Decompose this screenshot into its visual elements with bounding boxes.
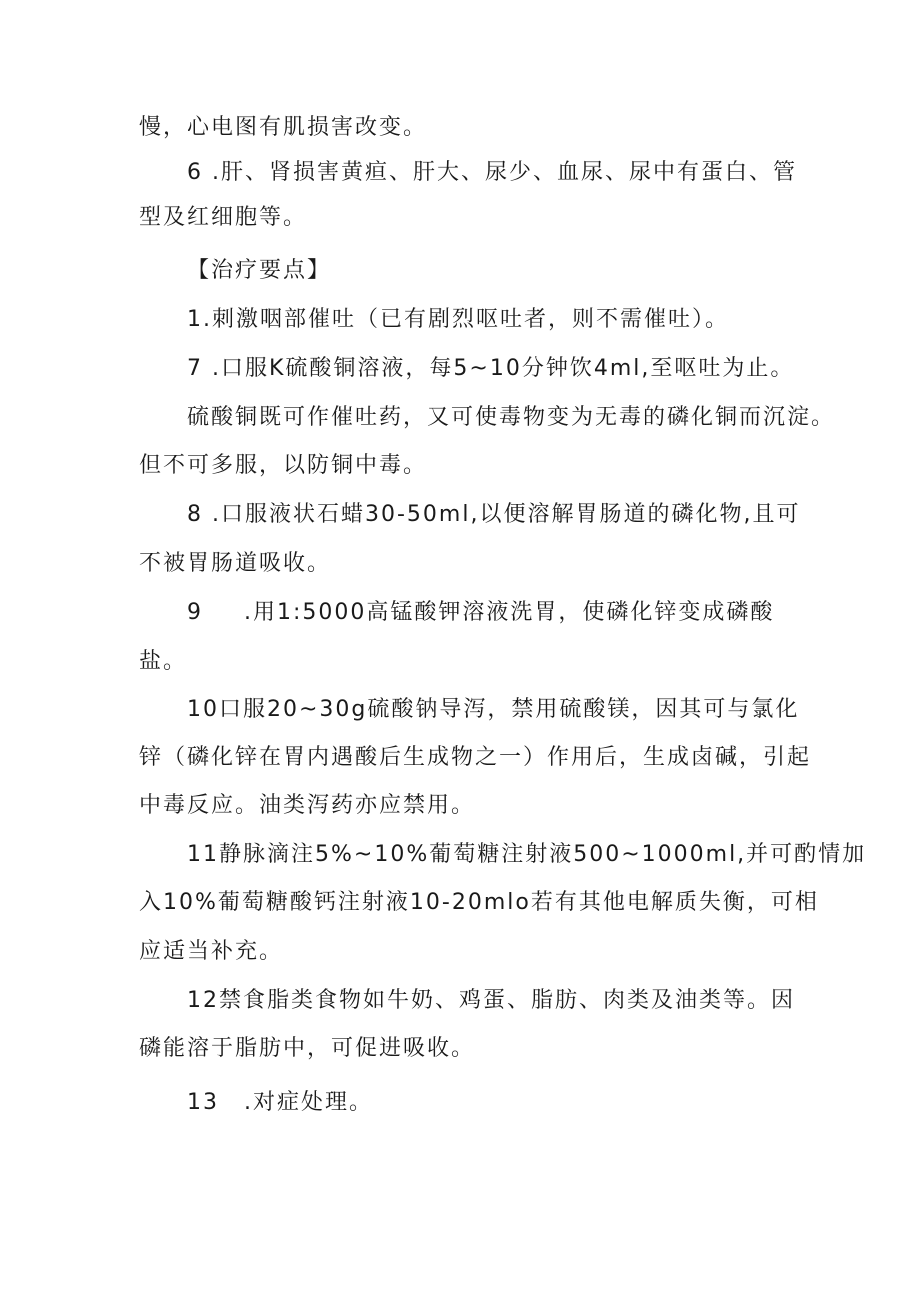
list-item-6-line-2: 型及红细胞等。 xyxy=(139,205,308,230)
list-item-11-line-2: 入10%葡萄糖酸钙注射液10-20mlo若有其他电解质失衡，可相 xyxy=(139,890,819,915)
paragraph-line-1: 硫酸铜既可作催吐药，又可使毒物变为无毒的磷化铜而沉淀。 xyxy=(187,405,836,430)
list-item-9-number: 9 xyxy=(187,600,203,625)
list-item-10-line-3: 中毒反应。油类泻药亦应禁用。 xyxy=(139,793,476,818)
paragraph-line-2: 但不可多服，以防铜中毒。 xyxy=(139,453,428,478)
list-item-12-line-1: 12禁食脂类食物如牛奶、鸡蛋、脂肪、肉类及油类等。因 xyxy=(187,988,795,1013)
list-item-1: 1.刺激咽部催吐（已有剧烈呕吐者，则不需催吐）。 xyxy=(187,307,729,332)
list-item-13-text: .对症处理。 xyxy=(244,1090,373,1115)
list-item-6-line-1: 6 .肝、肾损害黄疸、肝大、尿少、血尿、尿中有蛋白、管 xyxy=(187,160,797,185)
list-item-9-line-2: 盐。 xyxy=(139,649,188,674)
list-item-8-line-1: 8 .口服液状石蜡30-50ml,以便溶解胃肠道的磷化物,且可 xyxy=(187,502,801,527)
section-heading: 【治疗要点】 xyxy=(187,258,332,283)
list-item-11-line-1: 11静脉滴注5%~10%葡萄糖注射液500~1000ml,并可酌情加 xyxy=(187,842,867,867)
list-item-8-line-2: 不被胃肠道吸收。 xyxy=(139,551,332,576)
list-item-7: 7 .口服K硫酸铜溶液，每5~10分钟饮4ml,至呕吐为止。 xyxy=(187,356,795,381)
list-item-13-number: 13 xyxy=(187,1090,219,1115)
list-item-9-line-1: .用1:5000高锰酸钾溶液洗胃，使磷化锌变成磷酸 xyxy=(244,600,775,625)
text-line-1: 慢，心电图有肌损害改变。 xyxy=(139,115,428,140)
list-item-11-line-3: 应适当补充。 xyxy=(139,939,284,964)
list-item-12-line-2: 磷能溶于脂肪中，可促进吸收。 xyxy=(139,1036,476,1061)
list-item-10-line-1: 10口服20~30g硫酸钠导泻，禁用硫酸镁，因其可与氯化 xyxy=(187,697,800,722)
list-item-10-line-2: 锌（磷化锌在胃内遇酸后生成物之一）作用后，生成卤碱，引起 xyxy=(139,745,812,770)
